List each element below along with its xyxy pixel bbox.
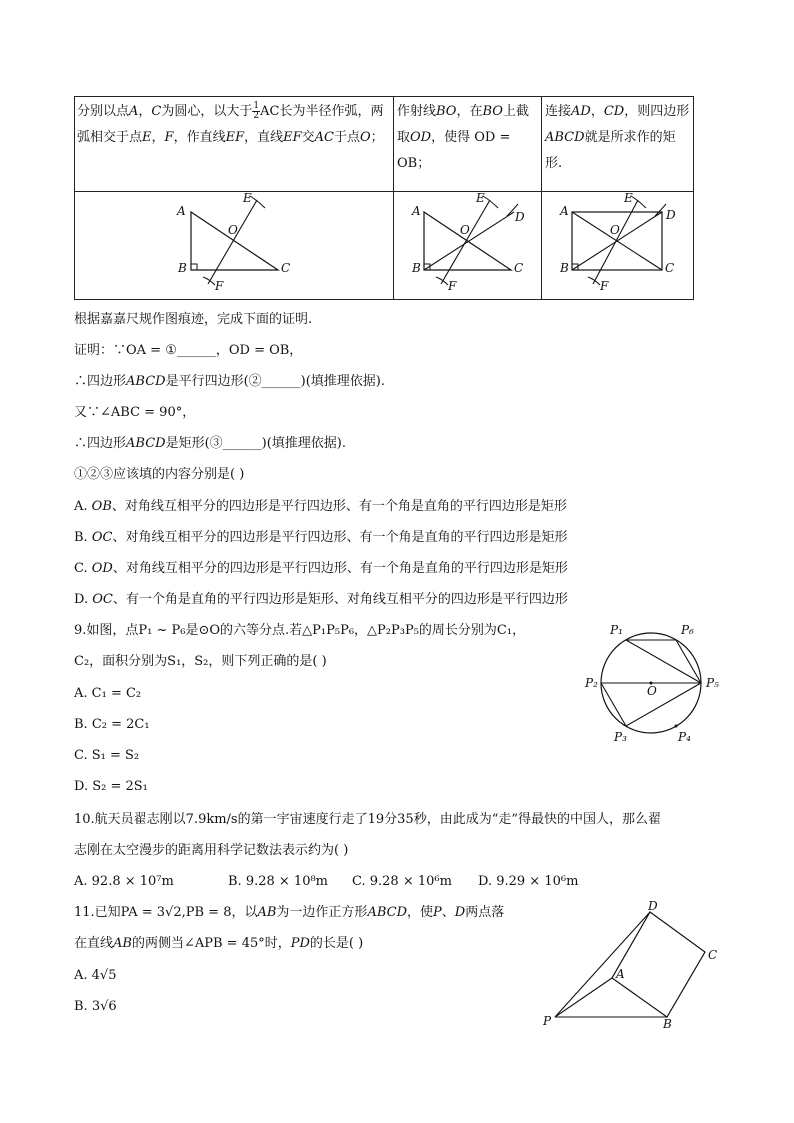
- fig1-label: B: [178, 261, 187, 275]
- q8-question: ①②③应该填的内容分别是( ): [74, 467, 245, 482]
- fig3-label: C: [665, 261, 675, 275]
- q9-label: P₁: [610, 623, 623, 637]
- q9-label: P₅: [706, 676, 719, 690]
- q9-label: P₄: [678, 730, 691, 744]
- q8-option-c[interactable]: C. OD、对角线互相平分的四边形是平行四边形、有一个角是直角的平行四边形是矩形: [74, 561, 568, 576]
- q11-label: B: [663, 1017, 672, 1031]
- q9-option-a[interactable]: A. C₁ = C₂: [74, 686, 142, 701]
- q11-stem: 11.已知PA = 3√2,PB = 8，以AB为一边作正方形ABCD，使P、D两点落: [74, 905, 505, 920]
- fig2-label: O: [460, 223, 470, 237]
- q10-option-c[interactable]: C. 9.28 × 10⁶m: [352, 874, 452, 889]
- step2-figure: [394, 192, 541, 300]
- q10-option-a[interactable]: A. 92.8 × 10⁷m: [74, 874, 174, 889]
- q8-proof-line: 又∵∠ABC = 90°，: [74, 405, 196, 420]
- fig1-label: C: [281, 261, 291, 275]
- q11-label: C: [708, 948, 718, 962]
- q9-label: P₃: [614, 730, 627, 744]
- fig2-label: D: [515, 210, 525, 224]
- q8-option-a[interactable]: A. OB、对角线互相平分的四边形是平行四边形、有一个角是直角的平行四边形是矩形: [74, 499, 567, 514]
- q10-option-b[interactable]: B. 9.28 × 10⁸m: [228, 874, 329, 889]
- fig3-label: E: [624, 192, 633, 205]
- step2-text: 作射线BO，在BO上截取OD，使得 OD = OB；: [397, 104, 529, 171]
- fig3-label: O: [610, 223, 620, 237]
- fig3-label: D: [666, 208, 676, 222]
- q8-option-b[interactable]: B. OC、对角线互相平分的四边形是平行四边形、有一个角是直角的平行四边形是矩形: [74, 530, 568, 545]
- fig2-label: E: [476, 192, 485, 205]
- q9-label: P₆: [681, 623, 694, 637]
- q9-label: O: [647, 684, 657, 698]
- q9-label: P₂: [585, 676, 598, 690]
- step1-figure: [75, 192, 393, 300]
- q11-option-b[interactable]: B. 3√6: [74, 999, 117, 1014]
- q11-label: A: [616, 967, 625, 981]
- construction-table: [74, 96, 694, 300]
- fig1-label: E: [243, 192, 252, 205]
- fig2-label: B: [412, 261, 421, 275]
- q11-square-figure: [540, 900, 730, 1035]
- q9-option-c[interactable]: C. S₁ = S₂: [74, 748, 140, 763]
- q10-stem: 志刚在太空漫步的距离用科学记数法表示约为( ): [74, 843, 349, 858]
- q10-option-d[interactable]: D. 9.29 × 10⁶m: [478, 874, 579, 889]
- fig3-label: B: [560, 261, 569, 275]
- q8-proof-line: 证明：∵OA = ①______，OD = OB，: [74, 343, 303, 358]
- fig1-label: F: [215, 279, 224, 293]
- q9-option-b[interactable]: B. C₂ = 2C₁: [74, 717, 150, 732]
- q11-option-a[interactable]: A. 4√5: [74, 968, 117, 983]
- step3-text: 连接AD，CD，则四边形ABCD就是所求作的矩形.: [545, 104, 690, 171]
- fig3-label: A: [560, 204, 569, 218]
- q8-proof-line: ∴四边形ABCD是平行四边形(②______)(填推理依据).: [74, 374, 385, 389]
- q8-option-d[interactable]: D. OC、有一个角是直角的平行四边形是矩形、对角线互相平分的四边形是平行四边形: [74, 592, 568, 607]
- fig2-label: F: [448, 279, 457, 293]
- fig1-label: O: [228, 223, 238, 237]
- q9-option-d[interactable]: D. S₂ = 2S₁: [74, 779, 148, 794]
- fig1-label: A: [177, 204, 186, 218]
- step3-figure: [542, 192, 694, 300]
- fig2-label: A: [412, 204, 421, 218]
- q10-stem: 10.航天员翟志刚以7.9km/s的第一宇宙速度行走了19分35秒，由此成为“走”得最快的中国人，那么翟: [74, 812, 661, 827]
- q9-stem: 9.如图，点P₁ ~ P₆是⊙O的六等分点.若△P₁P₅P₆，△P₂P₃P₅的周长分别为C₁，: [74, 623, 526, 638]
- fig2-label: C: [514, 261, 524, 275]
- q11-label: D: [648, 900, 658, 913]
- step1-text: 分别以点A，C为圆心，以大于 $\frac{1}{2}$ AC长为半径作弧，两弧相交于点E，F，作直线EF，直线EF交AC于点O；: [77, 101, 384, 145]
- fig3-label: F: [600, 279, 609, 293]
- q11-stem: 在直线AB的两侧当∠APB = 45°时，PD的长是( ): [74, 936, 364, 951]
- q8-intro: 根据嘉嘉尺规作图痕迹，完成下面的证明.: [74, 312, 313, 327]
- q8-proof-line: ∴四边形ABCD是矩形(③______)(填推理依据).: [74, 436, 346, 451]
- q11-label: P: [543, 1014, 552, 1028]
- q9-circle-figure: [580, 615, 730, 750]
- q9-stem: C₂，面积分别为S₁，S₂，则下列正确的是( ): [74, 654, 327, 669]
